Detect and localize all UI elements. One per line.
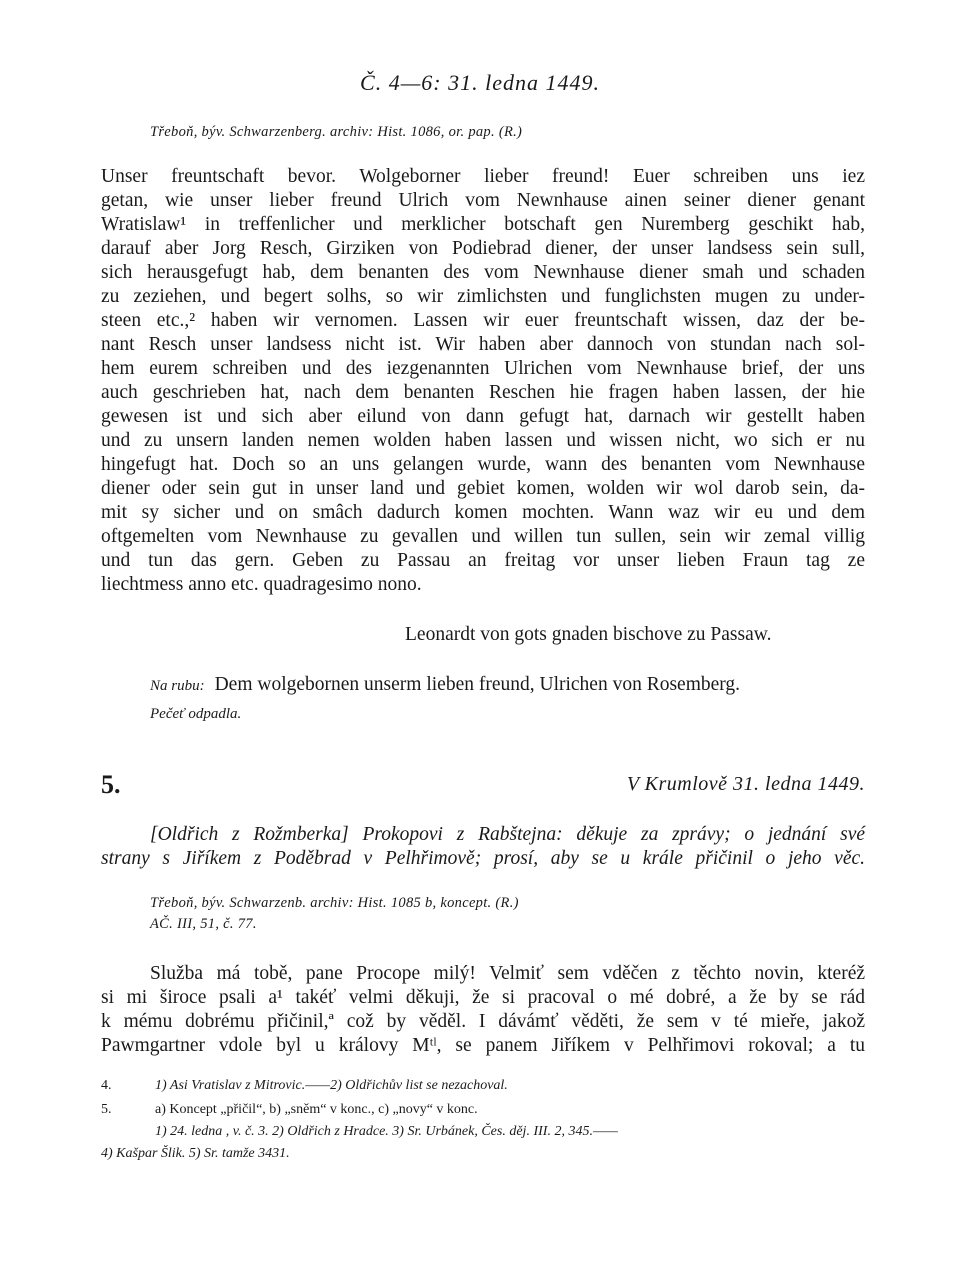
endorsement-text: Dem wolgebornen unserm lieben freund, Ulrichen von Rosemberg. (214, 674, 741, 695)
regest-line: strany s Jiříkem z Poděbrad v Pelhřimově; prosí, aby se u krále přičinil o jeho věc. (101, 848, 865, 869)
footnote-text: 4) Kašpar Šlik. 5) Sr. tamže 3431. (101, 1146, 290, 1161)
footnote-text: 1) Asi Vratislav z Mitrovic.——2) Oldřichův list se nezachoval. (155, 1078, 508, 1093)
endorsement (150, 674, 740, 696)
regest-line: [Oldřich z Rožmberka] Prokopovi z Rabštejna: děkuje za zprávy; o jednání své (150, 824, 865, 845)
text-line: hingefugt hat. Doch so an uns gelangen wurde, wann des benanten vom Newnhause (101, 454, 865, 475)
footnote-text: a) Koncept „přičil“, b) „sněm“ v konc., c) „novy“ v konc. (155, 1102, 478, 1117)
text-line: liechtmess anno etc. quadragesimo nono. (101, 574, 422, 595)
text-line: Wratislaw¹ in treffenlicher und merklicher botschaft gen Nuremberg geschikt hab, (101, 214, 865, 235)
text-line: oftgemelten vom Newnhause zu gevallen und willen tun sullen, sein wir zemal villig (101, 526, 865, 547)
endorsement-label: Na rubu: (150, 678, 205, 694)
footnote-label: 4. (101, 1078, 112, 1093)
text-line: Unser freuntschaft bevor. Wolgeborner lieber freund! Euer schreiben uns iez (101, 166, 865, 187)
text-line: getan, wie unser lieber freund Ulrich vom Newnhause ainen seiner diener genant (101, 190, 865, 211)
text-line: Pawmgartner vdole byl u královy Mᵗˡ, se panem Jiříkem v Pelhřimovi rokoval; a tu (101, 1035, 865, 1056)
text-line: si mi široce psali a¹ takéť velmi děkuji, že si pracoval o mé dobré, a že by se rád (101, 987, 865, 1008)
text-line: gewesen ist und sich aber eilund von dann gefugt hat, darnach wir gestellt haben (101, 406, 865, 427)
text-line: zu zeziehen, und begert solhs, so wir zimlichsten und funglichsten mugen zu under- (101, 286, 865, 307)
document-number: 5. (101, 770, 121, 799)
text-line: hem eurem schreiben und des iezgenannten Ulrichen vom Newnhause brief, der uns (101, 358, 865, 379)
source-line: Třeboň, býv. Schwarzenb. archiv: Hist. 1085 b, koncept. (R.) (150, 895, 519, 911)
text-line: sich herausgefugt hab, dem benanten des vom Newnhause diener smah und schaden (101, 262, 865, 283)
source-line: AČ. III, 51, č. 77. (150, 916, 257, 932)
footnote-label: 5. (101, 1102, 112, 1117)
source-citation: Třeboň, býv. Schwarzenberg. archiv: Hist. 1086, or. pap. (R.) (150, 124, 523, 140)
running-heading: Č. 4—6: 31. ledna 1449. (360, 70, 600, 95)
place-date: V Krumlově 31. ledna 1449. (626, 773, 865, 795)
text-line: Služba má tobě, pane Procope milý! Velmiť sem vděčen z těchto novin, kteréž (150, 963, 865, 984)
text-line: darauf aber Jorg Resch, Girziken von Podiebrad diener, der unser landsess sein sull, (101, 238, 865, 259)
text-line: und tun das gern. Geben zu Passau an freitag vor unser lieben Fraun tag ze (101, 550, 865, 571)
text-line: mit sy sicher und on smâch dadurch komen mochten. Wann waz wir eu und dem (101, 502, 865, 523)
text-line: diener oder sein gut in unser land und gebiet komen, wolden wir wol darob sein, da- (101, 478, 865, 499)
footnote-text: 1) 24. ledna , v. č. 3. 2) Oldřich z Hradce. 3) Sr. Urbánek, Čes. děj. III. 2, 345.—— (155, 1124, 618, 1139)
text-line: auch geschrieben hat, nach dem benanten Reschen hie fragen haben lassen, der hie (101, 382, 865, 403)
text-line: k mému dobrému přičinil,ª což by věděl. I dávámť věděti, že sem v té mieře, jakož (101, 1011, 865, 1032)
signature: Leonardt von gots gnaden bischove zu Passaw. (405, 624, 772, 645)
text-line: steen etc.,² haben wir vernomen. Lassen wir euer freuntschaft wissen, daz der be- (101, 310, 865, 331)
text-line: und zu unsern landen nemen wolden haben lassen und wissen nicht, wo sich er nu (101, 430, 865, 451)
text-line: nant Resch unser landsess nicht ist. Wir haben aber dannoch von stundan nach sol- (101, 334, 865, 355)
seal-note: Pečeť odpadla. (150, 706, 242, 722)
